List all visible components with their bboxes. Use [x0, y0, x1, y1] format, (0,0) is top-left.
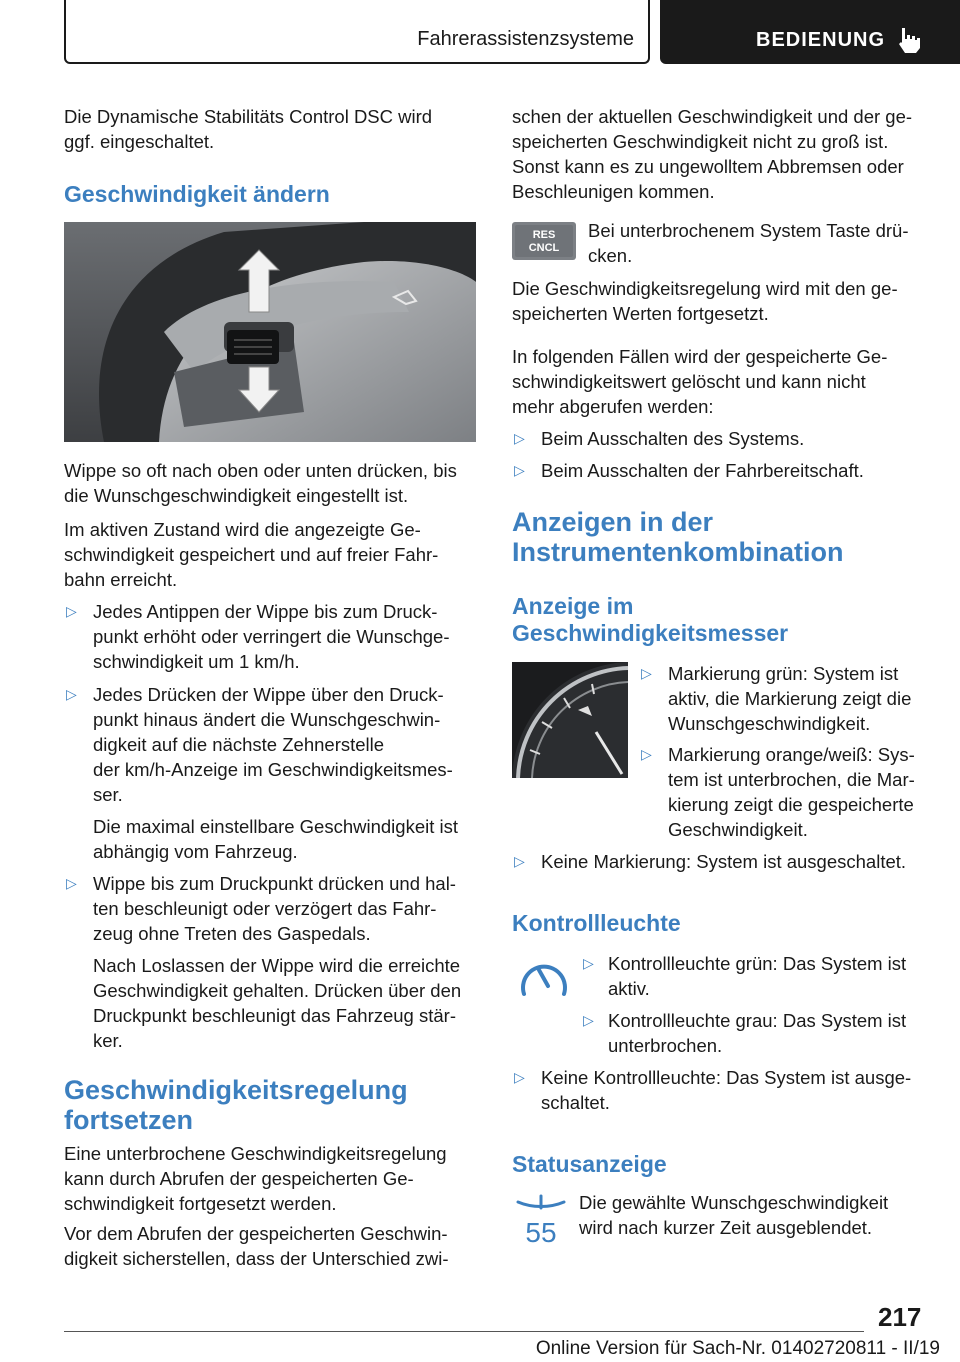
p3-line-1: Eine unterbrochene Geschwindigkeitsregelung — [64, 1143, 447, 1164]
bullet-2-note-line-2: abhängig vom Fahrzeug. — [93, 841, 298, 862]
r-bullet-3: Keine Markierung: System ist ausgeschaltet. — [541, 851, 907, 872]
heading-display-line-1: Anzeigen in der — [512, 507, 714, 537]
bullet-marker: ▷ — [641, 746, 652, 762]
bullet-2-line-2: punkt hinaus ändert die Wunschgeschwin‐ — [93, 709, 441, 730]
res-label: RES — [532, 229, 556, 241]
bullet-marker: ▷ — [514, 1069, 525, 1085]
p1-line-1: Wippe so oft nach oben oder unten drücken, bis — [64, 460, 457, 481]
bullet-3-note-line-4: ker. — [93, 1030, 123, 1051]
footer-rule — [64, 1331, 864, 1332]
bullet-3-line-2: ten beschleunigt oder verzögert das Fahr‐ — [93, 898, 437, 919]
speedo-bullet-2-line-3: kierung zeigt die gespeicherte — [668, 794, 914, 815]
bullet-3-line-3: zeug ohne Treten des Gaspedals. — [93, 923, 371, 944]
bullet-marker: ▷ — [66, 603, 77, 619]
p2-line-2: schwindigkeit gespeichert und auf freier Fahr‐ — [64, 544, 439, 565]
status-text-line-2: wird nach kurzer Zeit ausgeblendet. — [579, 1217, 873, 1238]
r-bullet-4-line-1: Keine Kontrollleuchte: Das System ist ausge‐ — [541, 1067, 912, 1088]
p2-line-1: Im aktiven Zustand wird die angezeigte Ge‐ — [64, 519, 421, 540]
r-p3-line-1: In folgenden Fällen wird der gespeicherte Ge‐ — [512, 346, 888, 367]
r-p3-line-2: schwindigkeitswert gelöscht und kann nicht — [512, 371, 866, 392]
status-speed-icon — [514, 1192, 568, 1246]
bullet-2-line-3: digkeit auf die nächste Zehnerstelle — [93, 734, 385, 755]
heading-continue-line-1: Geschwindigkeitsregelung — [64, 1075, 408, 1105]
status-text-line-1: Die gewählte Wunschgeschwindigkeit — [579, 1192, 889, 1213]
bullet-marker: ▷ — [583, 1012, 594, 1028]
p4-line-2: digkeit sicherstellen, dass der Unterschied zwi‐ — [64, 1248, 449, 1269]
bullet-1-line-3: schwindigkeit um 1 km/h. — [93, 651, 300, 672]
r-p1-line-1: schen der aktuellen Geschwindigkeit und der ge‐ — [512, 106, 913, 127]
heading-speed-change: Geschwindigkeit ändern — [64, 181, 330, 207]
cncl-label: CNCL — [528, 242, 560, 254]
speedometer-marking-image — [512, 662, 628, 778]
bullet-3-note-line-2: Geschwindigkeit gehalten. Drücken über den — [93, 980, 462, 1001]
p3-line-3: schwindigkeit fortgesetzt werden. — [64, 1193, 337, 1214]
r-p2-line-1: Die Geschwindigkeitsregelung wird mit den ge‐ — [512, 278, 898, 299]
lamp-bullet-1-line-1: Kontrollleuchte grün: Das System ist — [608, 953, 907, 974]
r-p3-line-3: mehr abgerufen werden: — [512, 396, 714, 417]
r-bullet-4-line-2: schaltet. — [541, 1092, 610, 1113]
header-chapter-title: BEDIENUNG — [756, 29, 886, 51]
speedo-bullet-2-line-4: Geschwindigkeit. — [668, 819, 808, 840]
bullet-2-line-1: Jedes Drücken der Wippe über den Druck‐ — [93, 684, 444, 705]
heading-indicator-lamp: Kontrollleuchte — [512, 910, 681, 936]
speedo-bullet-1-line-2: aktiv, die Markierung zeigt die — [668, 688, 912, 709]
header-section-title: Fahrerassistenzsysteme — [417, 28, 634, 50]
speedo-bullet-2-line-1: Markierung orange/weiß: Sys‐ — [668, 744, 915, 765]
p1-line-2: die Wunschgeschwindigkeit eingestellt ist. — [64, 485, 409, 506]
header-section-box — [64, 0, 650, 64]
bullet-3-note-line-3: Druckpunkt beschleunigt das Fahrzeug stär‐ — [93, 1005, 456, 1026]
heading-speedo-line-1: Anzeige im — [512, 593, 634, 619]
lamp-bullet-2-line-1: Kontrollleuchte grau: Das System ist — [608, 1010, 907, 1031]
lamp-bullet-1-line-2: aktiv. — [608, 978, 650, 999]
p4-line-1: Vor dem Abrufen der gespeicherten Geschwin‐ — [64, 1223, 448, 1244]
bullet-marker: ▷ — [583, 955, 594, 971]
speedo-bullet-1-line-3: Wunschgeschwindigkeit. — [668, 713, 871, 734]
bullet-3-note-line-1: Nach Loslassen der Wippe wird die erreichte — [93, 955, 461, 976]
heading-continue-line-2: fortsetzen — [64, 1105, 194, 1135]
heading-status-display: Statusanzeige — [512, 1151, 667, 1177]
r-bullet-1: Beim Ausschalten des Systems. — [541, 428, 805, 449]
bullet-2-note-line-1: Die maximal einstellbare Geschwindigkeit ist — [93, 816, 459, 837]
lamp-bullet-2-line-2: unterbrochen. — [608, 1035, 723, 1056]
bullet-3-line-1: Wippe bis zum Druckpunkt drücken und hal‐ — [93, 873, 456, 894]
p3-line-2: kann durch Abrufen der gespeicherten Ge‐ — [64, 1168, 414, 1189]
bullet-marker: ▷ — [66, 875, 77, 891]
steering-wheel-rocker-image — [64, 222, 476, 442]
res-cncl-button-icon — [512, 222, 576, 260]
bullet-2-line-4: der km/h-Anzeige im Geschwindigkeitsmes‐ — [93, 759, 453, 780]
r-p2-line-2: speicherten Werten fortgesetzt. — [512, 303, 769, 324]
pointing-hand-icon — [896, 26, 922, 54]
bullet-marker: ▷ — [641, 665, 652, 681]
r-p1-line-4: Beschleunigen kommen. — [512, 181, 715, 202]
r-p1-line-2: speicherten Geschwindigkeit nicht zu groß ist. — [512, 131, 889, 152]
speedo-bullet-2-line-2: tem ist unterbrochen, die Mar‐ — [668, 769, 915, 790]
bullet-marker: ▷ — [514, 462, 525, 478]
bullet-marker: ▷ — [514, 430, 525, 446]
footer-text: Online Version für Sach-Nr. 01402720811 - II/19 — [535, 1338, 940, 1359]
cruise-control-lamp-icon — [518, 956, 570, 1004]
r-bullet-2: Beim Ausschalten der Fahrbereitschaft. — [541, 460, 864, 481]
heading-display-line-2: Instrumentenkombination — [512, 537, 844, 567]
intro-line-2: ggf. eingeschaltet. — [64, 131, 215, 152]
bullet-marker: ▷ — [514, 853, 525, 869]
bullet-marker: ▷ — [66, 686, 77, 702]
page-number: 217 — [878, 1302, 922, 1332]
res-text-line-2: cken. — [588, 245, 633, 266]
status-speed-value: 55 — [525, 1217, 557, 1246]
res-text-line-1: Bei unterbrochenem System Taste drü‐ — [588, 220, 909, 241]
r-p1-line-3: Sonst kann es zu ungewolltem Abbremsen oder — [512, 156, 904, 177]
p2-line-3: bahn erreicht. — [64, 569, 178, 590]
heading-speedo-line-2: Geschwindigkeitsmesser — [512, 620, 789, 646]
bullet-2-line-5: ser. — [93, 784, 123, 805]
speedo-bullet-1-line-1: Markierung grün: System ist — [668, 663, 899, 684]
bullet-1-line-1: Jedes Antippen der Wippe bis zum Druck‐ — [93, 601, 438, 622]
header-chapter-tab — [660, 0, 960, 64]
bullet-1-line-2: punkt erhöht oder verringert die Wunschge‐ — [93, 626, 450, 647]
intro-line-1: Die Dynamische Stabilitäts Control DSC wird — [64, 106, 433, 127]
